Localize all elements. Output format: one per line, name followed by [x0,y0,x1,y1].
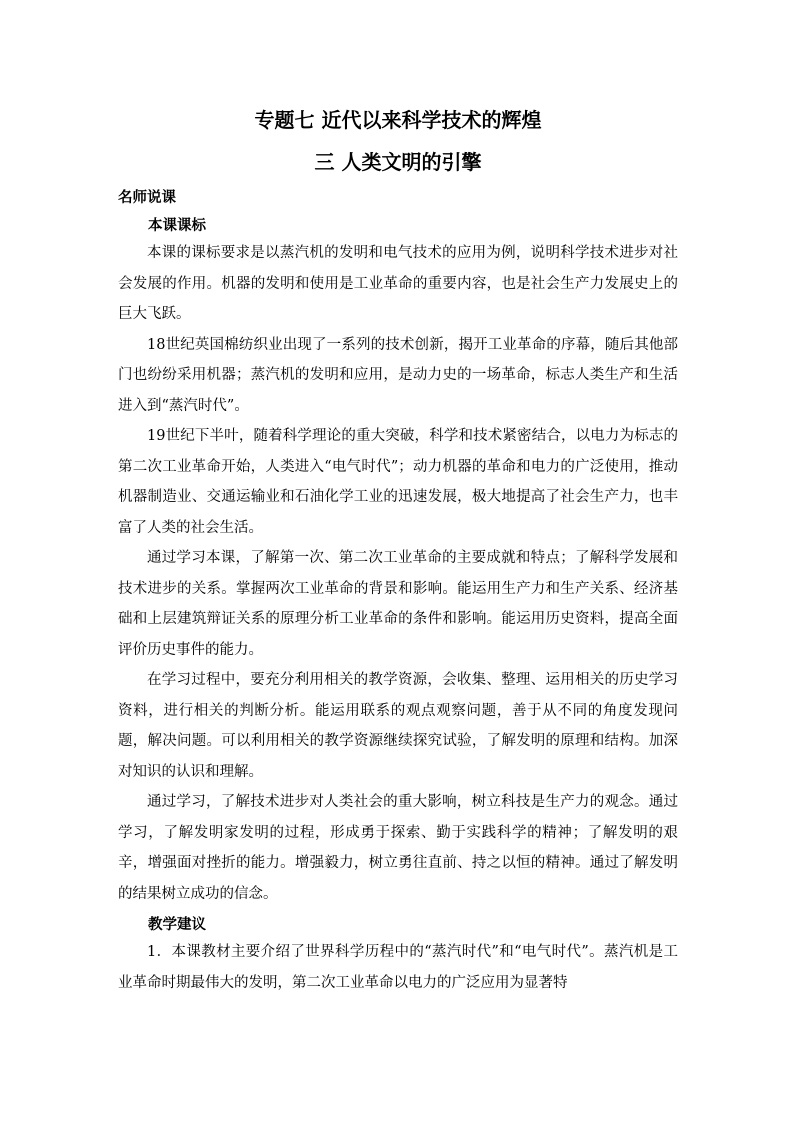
subsection-heading-suggestions: 教学建议 [148,917,206,933]
subsection-heading-standards: 本课课标 [148,218,206,234]
document-title: 专题七 近代以来科学技术的辉煌 [254,108,542,132]
paragraph: 本课的课标要求是以蒸汽机的发明和电气技术的应用为例，说明科学技术进步对社会发展的作用。机器的发明和使用是工业革命的重要内容，也是社会生产力发展史上的巨大飞跃。 [118,245,678,322]
paragraph: 18世纪英国棉纺织业出现了一系列的技术创新，揭开工业革命的序幕，随后其他部门也纷纷采用机器；蒸汽机的发明和应用，是动力史的一场革命，标志人类生产和生活进入到“蒸汽时代”。 [118,336,678,414]
paragraph: 通过学习，了解技术进步对人类社会的重大影响，树立科技是生产力的观念。通过学习，了解发明家发明的过程，形成勇于探索、勤于实践科学的精神；了解发明的艰辛，增强面对挫折的能力。增强毅力，树立勇往直前、持之以恒的精神。通过了解发明的结果树立成功的信念。 [118,794,678,902]
paragraph: 通过学习本课，了解第一次、第二次工业革命的主要成就和特点；了解科学发展和技术进步的关系。掌握两次工业革命的背景和影响。能运用生产力和生产关系、经济基础和上层建筑辩证关系的原理分析工业革命的条件和影响。能运用历史资料，提高全面评价历史事件的能力。 [118,550,678,658]
paragraph: 在学习过程中，要充分利用相关的教学资源，会收集、整理、运用相关的历史学习资料，进行相关的判断分析。能运用联系的观点观察问题，善于从不同的角度发现问题，解决问题。可以利用相关的教学资源继续探究试验，了解发明的原理和结构。加深对知识的认识和理解。 [118,672,678,780]
document-page [118,96,678,998]
paragraph: 19世纪下半叶，随着科学理论的重大突破，科学和技术紧密结合，以电力为标志的第二次工业革命开始，人类进入“电气时代”；动力机器的革命和电力的广泛使用，推动机器制造业、交通运输业和石油化学工业的迅速发展，极大地提高了社会生产力，也丰富了人类的社会生活。 [118,428,678,536]
document-subtitle: 三 人类文明的引擎 [314,150,482,174]
paragraph: 1．本课教材主要介绍了世界科学历程中的“蒸汽时代”和“电气时代”。蒸汽机是工业革命时期最伟大的发明，第二次工业革命以电力的广泛应用为显著特 [118,944,678,991]
section-heading: 名师说课 [118,190,176,206]
